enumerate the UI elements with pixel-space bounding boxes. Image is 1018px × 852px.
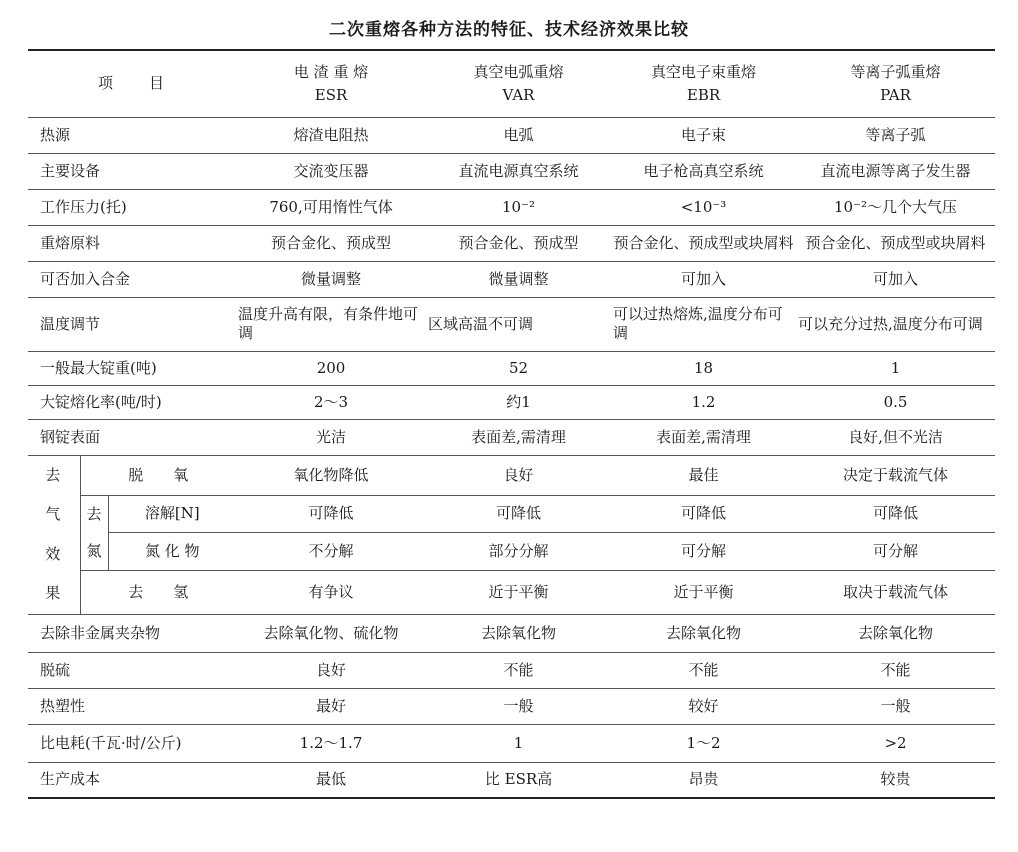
row-label: 热源 [28, 117, 236, 153]
header-method-var: 真空电弧重熔 VAR [426, 50, 611, 117]
cell-par: 可加入 [796, 261, 995, 297]
cell-par: 良好,但不光洁 [796, 419, 995, 455]
cell-var: 一般 [426, 688, 611, 724]
cell-ebr: 去除氧化物 [611, 614, 796, 652]
cell-esr: 最低 [236, 762, 426, 798]
table-row-deoxidation [28, 455, 995, 495]
degas-group-char: 效 [45, 544, 61, 563]
cell-par: 等离子弧 [796, 117, 995, 153]
table-row [28, 189, 995, 225]
table-row-dissolved_n [28, 495, 995, 533]
cell-ebr: 18 [611, 351, 796, 385]
cell-par: 直流电源等离子发生器 [796, 153, 995, 189]
cell-ebr: 近于平衡 [611, 570, 796, 614]
cell-ebr: 可加入 [611, 261, 796, 297]
table-row [28, 297, 995, 351]
table-row [28, 385, 995, 419]
cell-esr: 氧化物降低 [236, 455, 426, 495]
cell-par: 去除氧化物 [796, 614, 995, 652]
degas-group-label [28, 455, 80, 614]
cell-esr: 微量调整 [236, 261, 426, 297]
cell-var: 微量调整 [426, 261, 611, 297]
cell-var: 部分分解 [426, 533, 611, 571]
cell-esr: 不分解 [236, 533, 426, 571]
cell-ebr: 可以过热熔炼,温度分布可调 [611, 297, 796, 351]
table-row [28, 652, 995, 688]
table-row-dehydrogen [28, 570, 995, 614]
header-method-esr: 电 渣 重 熔 ESR [236, 50, 426, 117]
cell-esr: 2～3 [236, 385, 426, 419]
nitrogen-group-label [80, 495, 108, 570]
cell-esr: 最好 [236, 688, 426, 724]
header-row [28, 50, 995, 117]
cell-par: >2 [796, 724, 995, 762]
header-method-ebr: 真空电子束重熔 EBR [611, 50, 796, 117]
cell-ebr: 电子束 [611, 117, 796, 153]
cell-par: 预合金化、预成型或块屑料 [796, 225, 995, 261]
cell-var: 预合金化、预成型 [426, 225, 611, 261]
row-label: 比电耗(千瓦·时/公斤) [28, 724, 236, 762]
cell-par: 取决于载流气体 [796, 570, 995, 614]
degas-group-char: 去 [45, 465, 61, 484]
table-row [28, 724, 995, 762]
degas-group-char: 果 [45, 584, 61, 603]
cell-ebr: 表面差,需清理 [611, 419, 796, 455]
cell-var: 区域高温不可调 [426, 297, 611, 351]
cell-ebr: <10⁻³ [611, 189, 796, 225]
table-row [28, 351, 995, 385]
cell-var: 不能 [426, 652, 611, 688]
cell-ebr: 电子枪高真空系统 [611, 153, 796, 189]
cell-ebr: 1～2 [611, 724, 796, 762]
comparison-table [28, 49, 995, 799]
cell-esr: 760,可用惰性气体 [236, 189, 426, 225]
cell-par: 一般 [796, 688, 995, 724]
cell-par: 可以充分过热,温度分布可调 [796, 297, 995, 351]
header-item: 项 目 [28, 50, 236, 117]
row-label: 钢锭表面 [28, 419, 236, 455]
cell-ebr: 预合金化、预成型或块屑料 [611, 225, 796, 261]
cell-par: 可分解 [796, 533, 995, 571]
cell-esr: 温度升高有限，有条件地可调 [236, 297, 426, 351]
cell-esr: 200 [236, 351, 426, 385]
cell-var: 可降低 [426, 495, 611, 533]
cell-esr: 有争议 [236, 570, 426, 614]
table-row [28, 225, 995, 261]
cell-var: 1 [426, 724, 611, 762]
cell-ebr: 较好 [611, 688, 796, 724]
cell-esr: 良好 [236, 652, 426, 688]
table-row [28, 261, 995, 297]
table-row [28, 762, 995, 798]
row-label: 一般最大锭重(吨) [28, 351, 236, 385]
cell-ebr: 不能 [611, 652, 796, 688]
cell-par: 1 [796, 351, 995, 385]
row-label: 温度调节 [28, 297, 236, 351]
row-label: 大锭熔化率(吨/时) [28, 385, 236, 419]
table-row [28, 614, 995, 652]
row-label: 去除非金属夹杂物 [28, 614, 236, 652]
cell-var: 良好 [426, 455, 611, 495]
row-label: 可否加入合金 [28, 261, 236, 297]
cell-esr: 交流变压器 [236, 153, 426, 189]
cell-ebr: 可降低 [611, 495, 796, 533]
cell-ebr: 昂贵 [611, 762, 796, 798]
cell-par: 较贵 [796, 762, 995, 798]
cell-var: 52 [426, 351, 611, 385]
cell-esr: 光洁 [236, 419, 426, 455]
cell-par: 可降低 [796, 495, 995, 533]
cell-esr: 1.2～1.7 [236, 724, 426, 762]
cell-esr: 预合金化、预成型 [236, 225, 426, 261]
row-label: 主要设备 [28, 153, 236, 189]
cell-esr: 熔渣电阻热 [236, 117, 426, 153]
table-row [28, 153, 995, 189]
cell-par: 不能 [796, 652, 995, 688]
nitrogen-group-char: 去 [86, 504, 102, 523]
row-label-nitride: 氮 化 物 [108, 533, 236, 571]
cell-par: 0.5 [796, 385, 995, 419]
cell-esr: 可降低 [236, 495, 426, 533]
row-label: 重熔原料 [28, 225, 236, 261]
cell-var: 去除氧化物 [426, 614, 611, 652]
nitrogen-group-char: 氮 [86, 541, 102, 560]
cell-esr: 去除氧化物、硫化物 [236, 614, 426, 652]
row-label: 生产成本 [28, 762, 236, 798]
row-label-dehydrogen: 去 氢 [80, 570, 236, 614]
cell-var: 10⁻² [426, 189, 611, 225]
cell-par: 决定于载流气体 [796, 455, 995, 495]
row-label: 脱硫 [28, 652, 236, 688]
cell-ebr: 1.2 [611, 385, 796, 419]
row-label-deoxidation: 脱 氧 [80, 455, 236, 495]
row-label-dissolved_n: 溶解[N] [108, 495, 236, 533]
row-label: 热塑性 [28, 688, 236, 724]
cell-ebr: 最佳 [611, 455, 796, 495]
header-method-par: 等离子弧重熔 PAR [796, 50, 995, 117]
row-label: 工作压力(托) [28, 189, 236, 225]
table-row-nitride [28, 533, 995, 571]
cell-var: 电弧 [426, 117, 611, 153]
cell-var: 近于平衡 [426, 570, 611, 614]
cell-var: 直流电源真空系统 [426, 153, 611, 189]
cell-ebr: 可分解 [611, 533, 796, 571]
table-row [28, 419, 995, 455]
degas-group-char: 气 [45, 505, 61, 524]
table-title: 二次重熔各种方法的特征、技术经济效果比较 [329, 20, 689, 40]
cell-var: 表面差,需清理 [426, 419, 611, 455]
table-row [28, 117, 995, 153]
table-row [28, 688, 995, 724]
cell-par: 10⁻²～几个大气压 [796, 189, 995, 225]
cell-var: 比 ESR高 [426, 762, 611, 798]
cell-var: 约1 [426, 385, 611, 419]
